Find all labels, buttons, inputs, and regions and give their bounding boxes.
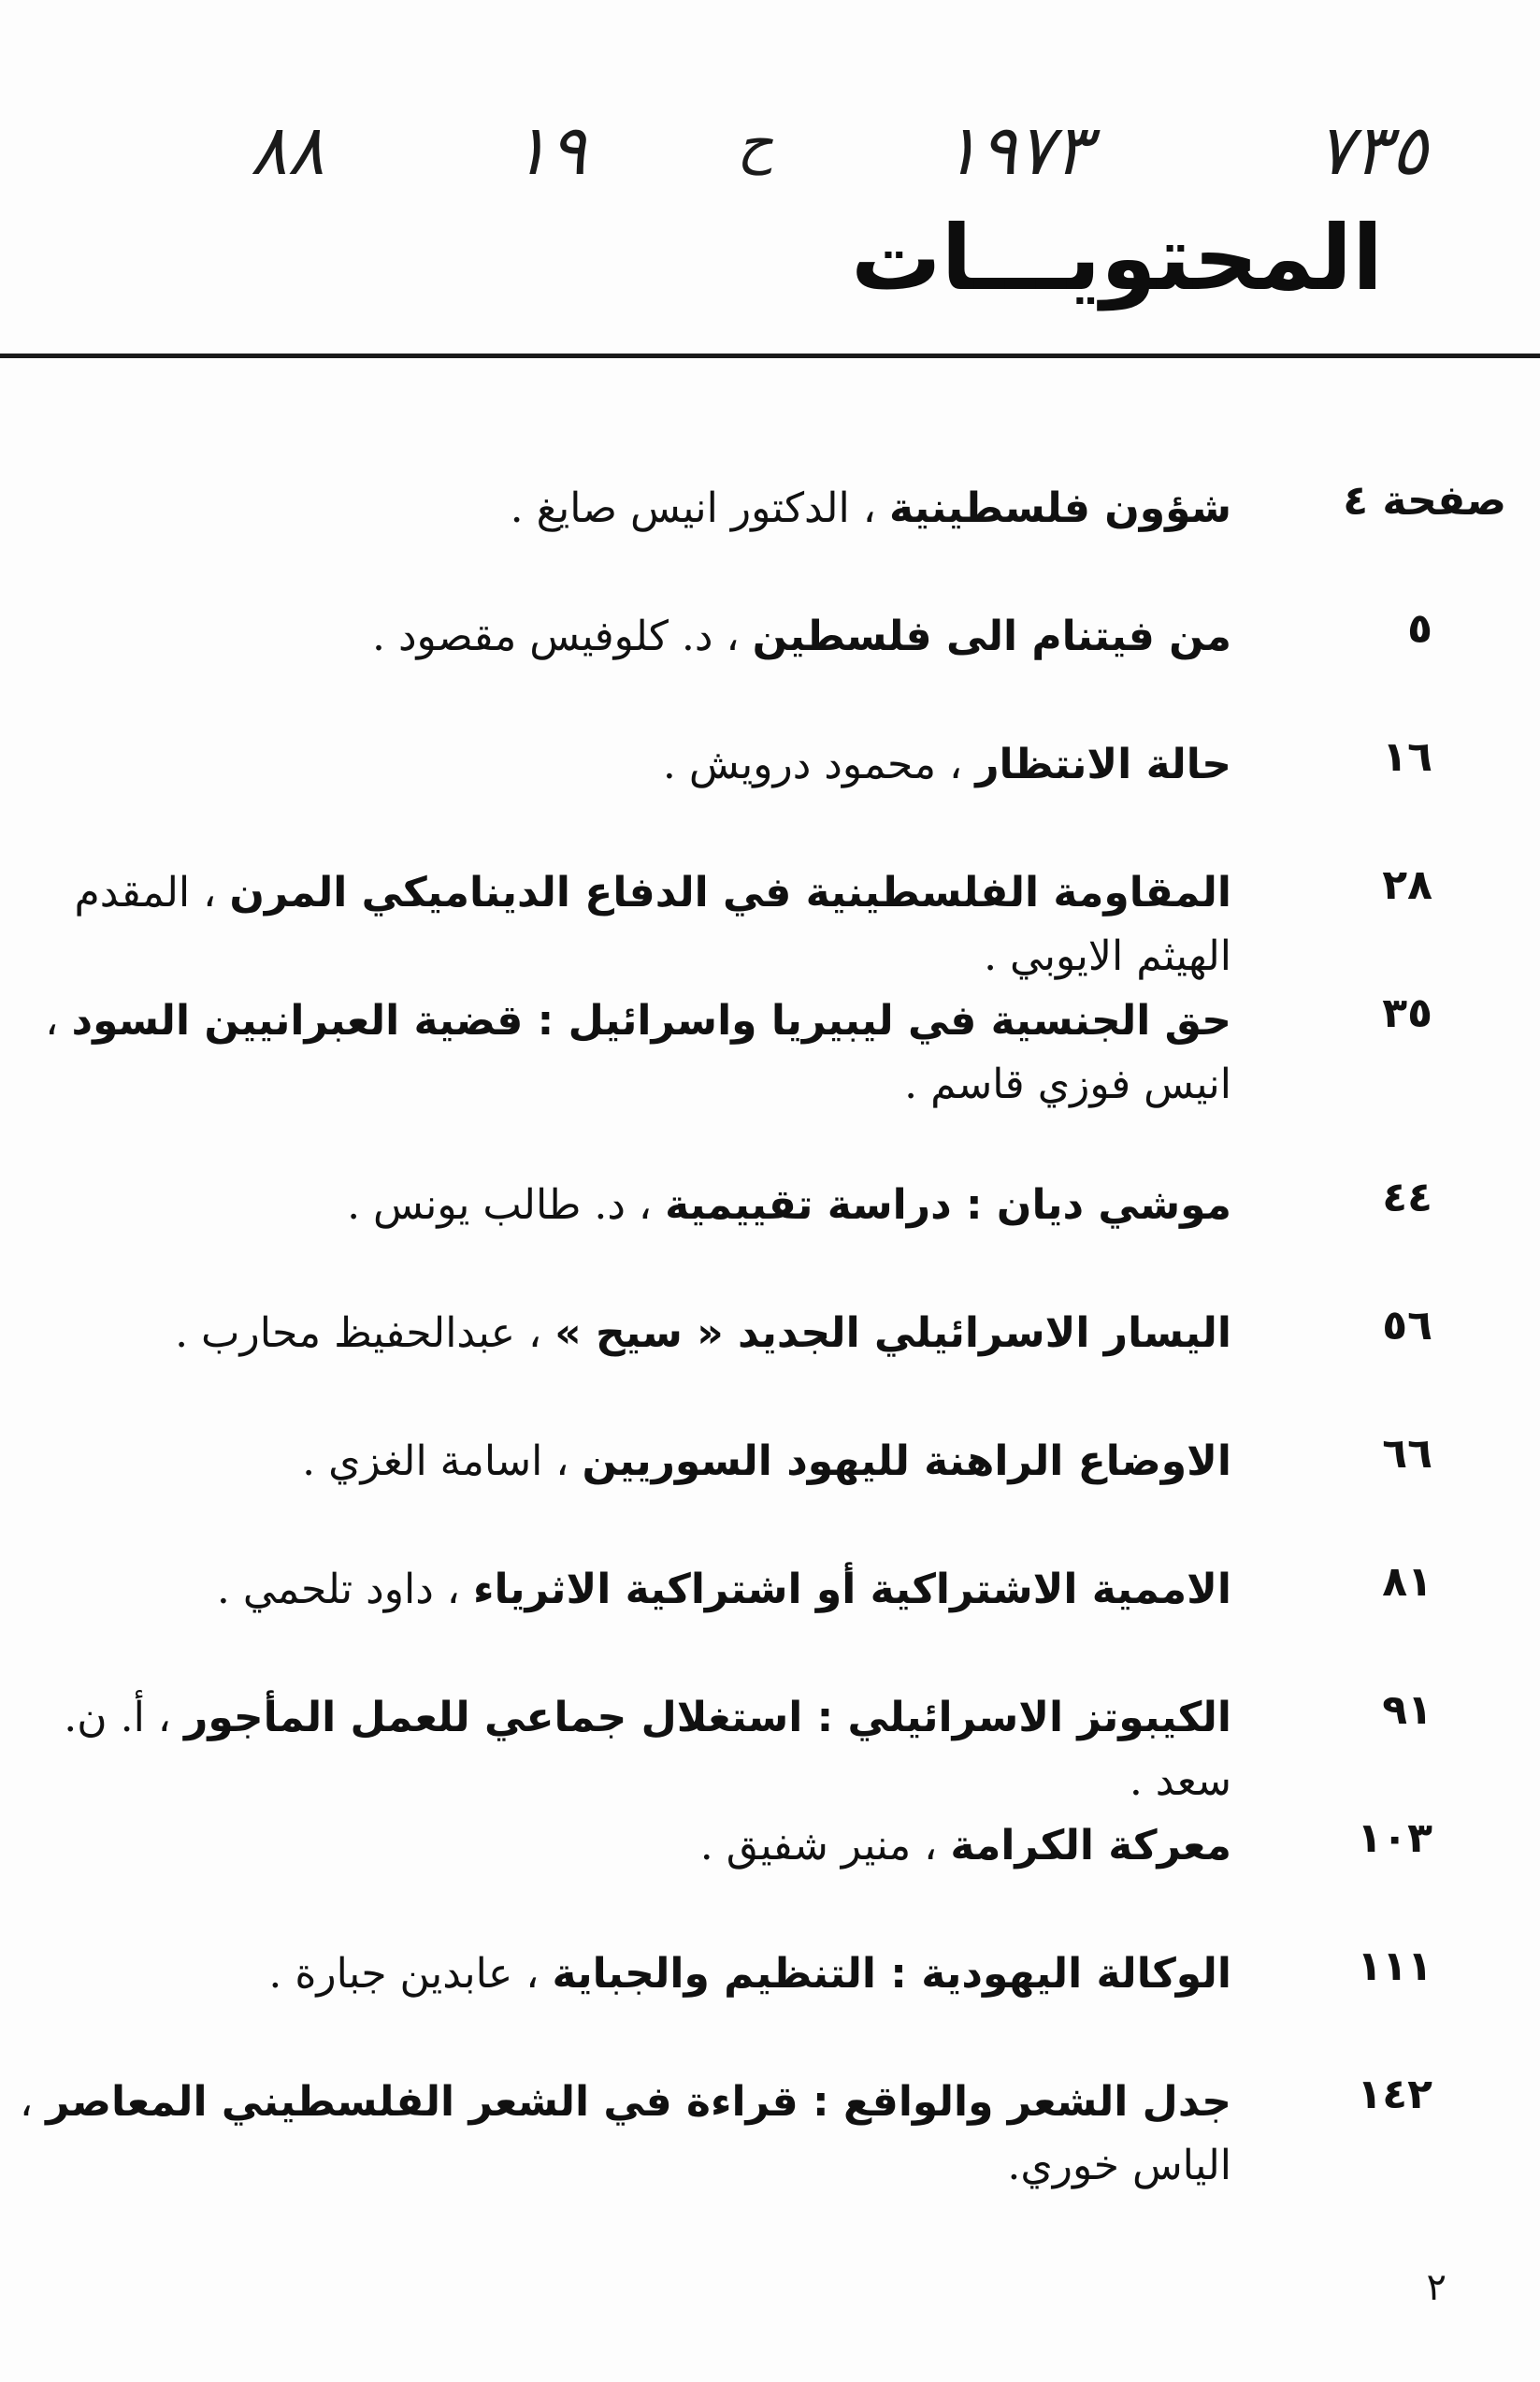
toc-entry-author: ، د. طالب يونس .	[347, 1181, 653, 1229]
toc-entry-text	[16, 1174, 1231, 1237]
toc-page-number: ١٤٢	[1357, 2071, 1432, 2118]
toc-entry-author: ، عبدالحفيظ محارب .	[175, 1309, 542, 1357]
title-divider	[0, 354, 1540, 358]
toc-entry-title: جدل الشعر والواقع : قراءة في الشعر الفلسطيني المعاصر	[46, 2078, 1231, 2126]
toc-entry-author: ، الياس خوري.	[19, 2078, 1231, 2189]
toc-page-number: ٥٦	[1382, 1302, 1432, 1350]
toc-entry-text	[16, 1686, 1231, 1813]
toc-entry-author: ، داود تلحمي .	[216, 1566, 461, 1613]
toc-page-number: ١٠٣	[1357, 1814, 1432, 1862]
toc-entry-author: ، المقدم الهيثم الايوبي .	[74, 869, 1231, 980]
toc-entry-title: الاممية الاشتراكية أو اشتراكية الاثرياء	[473, 1566, 1231, 1613]
toc-entry-author: ، محمود درويش .	[662, 741, 963, 788]
toc-page-number: ١١١	[1357, 1942, 1432, 1990]
handwritten-letter: ح	[737, 110, 773, 176]
toc-entry	[0, 733, 1540, 845]
toc-entry	[0, 605, 1540, 717]
toc-entry	[0, 1558, 1540, 1670]
toc-entry-title: اليسار الاسرائيلي الجديد « سيح »	[554, 1309, 1231, 1357]
toc-entry-text	[16, 605, 1231, 669]
toc-entry-author: ، انيس فوزي قاسم .	[45, 997, 1231, 1108]
toc-entry	[0, 1686, 1540, 1805]
toc-entry-text	[16, 861, 1231, 989]
toc-entry-author: ، د. كلوفيس مقصود .	[371, 613, 740, 660]
toc-entry-title: الوكالة اليهودية : التنظيم والجباية	[552, 1950, 1231, 1998]
toc-entry-title: الكيبوتز الاسرائيلي : استغلال جماعي للعمل المأجور	[183, 1694, 1231, 1741]
toc-entry	[0, 1430, 1540, 1542]
toc-entry-text	[16, 1942, 1231, 2006]
toc-entry	[0, 477, 1540, 589]
toc-entry	[0, 2071, 1540, 2189]
toc-entry-title: الاوضاع الراهنة لليهود السوريين	[582, 1437, 1231, 1485]
toc-entry-title: حق الجنسية في ليبيريا واسرائيل : قضية العبرانيين السود	[71, 997, 1231, 1045]
toc-entry-author: ، اسامة الغزي .	[302, 1437, 569, 1485]
toc-entry-text	[16, 1302, 1231, 1365]
toc-entry-title: المقاومة الفلسطينية في الدفاع الديناميكي المرن	[229, 869, 1231, 917]
toc-entry	[0, 1942, 1540, 2055]
toc-entry-author: ، منير شفيق .	[699, 1822, 938, 1870]
toc-entry	[0, 861, 1540, 980]
toc-page-number: ٦٦	[1382, 1430, 1432, 1478]
toc-entry-text	[16, 1814, 1231, 1878]
toc-page-number: ٣٥	[1382, 989, 1432, 1037]
toc-entry-author: ، عابدين جبارة .	[268, 1950, 540, 1998]
toc-page-number: ١٦	[1382, 733, 1432, 781]
handwritten-number: ١٩	[511, 110, 586, 191]
handwritten-year: ١٩٧٣	[943, 110, 1091, 191]
toc-page-number: ٢٨	[1382, 861, 1432, 909]
toc-entry-author: ، أ. ن. سعد .	[64, 1694, 1231, 1805]
toc-entry-title: شؤون فلسطينية	[888, 484, 1231, 532]
handwritten-number: ٧٣٥	[1316, 110, 1428, 191]
toc-entry-text	[16, 477, 1231, 541]
page-title: المحتويـــات	[851, 206, 1383, 310]
toc-entry-text	[16, 1558, 1231, 1622]
toc-page-number: ٨١	[1382, 1558, 1432, 1606]
toc-page-number: ٥	[1407, 605, 1432, 653]
toc-entry	[0, 1174, 1540, 1286]
toc-page-number: صفحة ٤	[1343, 477, 1506, 525]
toc-entry	[0, 1302, 1540, 1414]
toc-entry-text	[16, 733, 1231, 797]
toc-entry-text	[16, 1430, 1231, 1494]
toc-page-number: ٤٤	[1382, 1174, 1432, 1221]
toc-entry-author: ، الدكتور انيس صايغ .	[510, 484, 876, 532]
toc-entry-text	[16, 2071, 1231, 2198]
toc-page-number: ٩١	[1382, 1686, 1432, 1734]
toc-entry	[0, 989, 1540, 1130]
toc-entry	[0, 1814, 1540, 1927]
toc-entry-text	[16, 989, 1231, 1117]
toc-entry-title: موشي ديان : دراسة تقييمية	[665, 1181, 1231, 1229]
toc-entry-title: من فيتنام الى فلسطين	[752, 613, 1231, 660]
toc-entry-title: حالة الانتظار	[975, 741, 1231, 788]
page-number: ٢	[1426, 2266, 1446, 2309]
toc-entry-title: معركة الكرامة	[950, 1822, 1231, 1870]
handwritten-number: ٨٨	[250, 110, 324, 191]
